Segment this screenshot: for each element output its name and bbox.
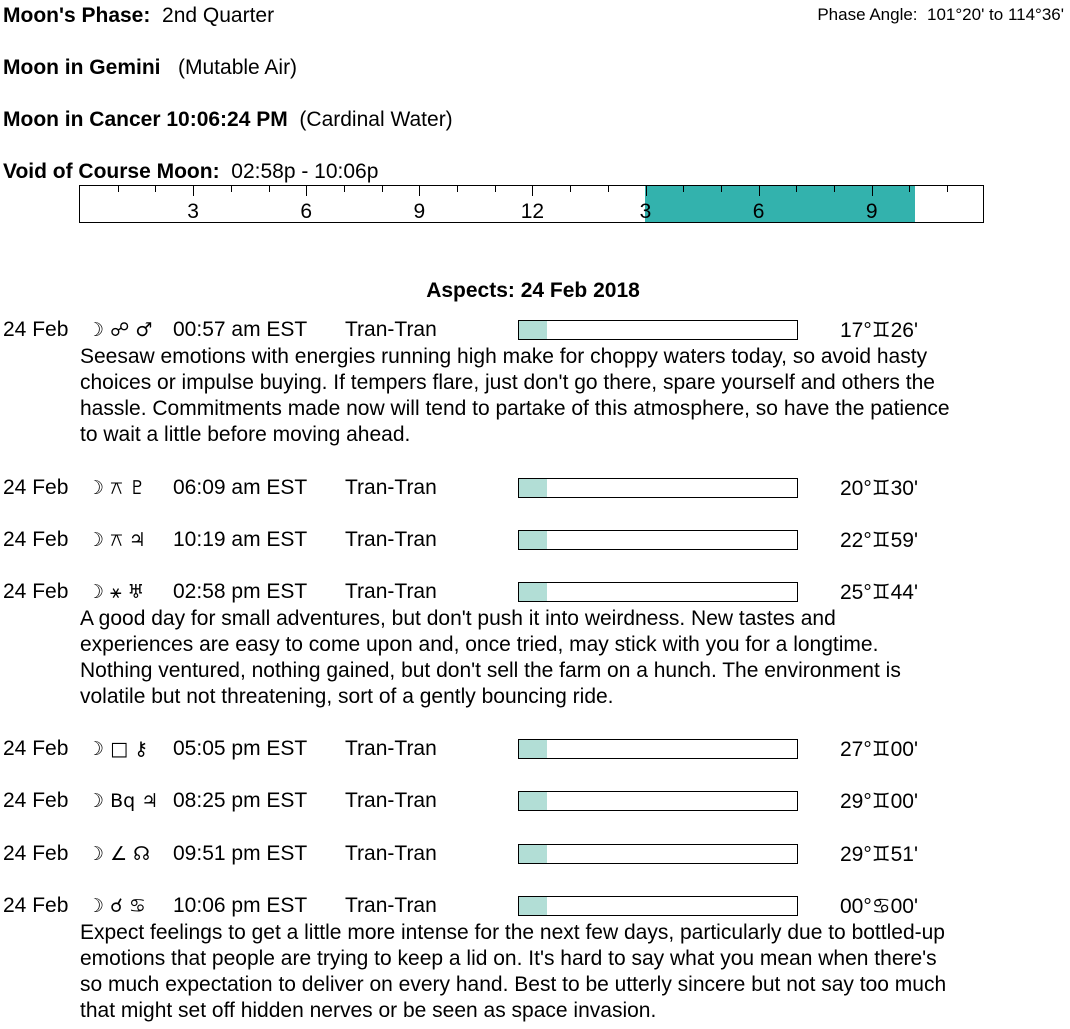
- timeline-tick: [344, 186, 345, 192]
- aspect-row: [0, 894, 1070, 920]
- timeline-label: 9: [413, 200, 426, 223]
- aspect-strength-fill: [519, 321, 547, 339]
- aspect-glyphs: ☽ ∠ ☊: [87, 843, 151, 865]
- timeline-label: 3: [187, 200, 199, 223]
- moon-phase-line: [3, 4, 274, 28]
- aspect-row: [0, 580, 1070, 606]
- aspect-description-line: experiences are easy to come upon and, once tried, may stick with you for a longtime.: [80, 633, 879, 656]
- timeline-tick: [457, 186, 458, 192]
- aspects-title: Aspects: 24 Feb 2018: [426, 279, 640, 302]
- aspect-description-line: so much expectation to deliver on every hand. Best to be utterly sincere but not say too much: [80, 973, 947, 996]
- aspect-position: 20°♊30': [840, 477, 918, 500]
- aspect-strength-bar: [518, 896, 798, 916]
- aspect-position: 29°♊00': [840, 790, 918, 813]
- aspect-strength-fill: [519, 740, 547, 758]
- aspect-glyphs: ☽ ⚻ ♇: [87, 477, 146, 499]
- aspect-type: Tran-Tran: [345, 476, 437, 499]
- aspect-row: [0, 318, 1070, 344]
- aspect-date: 24 Feb: [3, 528, 69, 551]
- aspect-strength-bar: [518, 530, 798, 550]
- aspect-description-line: choices or impulse buying. If tempers flare, just don't go there, spare yourself and others the: [80, 371, 935, 394]
- timeline-tick: [759, 186, 760, 196]
- aspect-strength-fill: [519, 583, 547, 601]
- aspect-strength-fill: [519, 792, 547, 810]
- aspect-time: 02:58 pm EST: [173, 580, 308, 603]
- aspect-description-line: hassle. Commitments made now will tend to partake of this atmosphere, so have the patience: [80, 397, 950, 420]
- aspect-description-line: Expect feelings to get a little more intense for the next few days, particularly due to bottled-up: [80, 921, 945, 944]
- aspect-type: Tran-Tran: [345, 528, 437, 551]
- aspect-description-line: emotions that people are trying to keep a lid on. It's hard to say what you mean when there's: [80, 947, 937, 970]
- aspect-time: 10:06 pm EST: [173, 894, 308, 917]
- timeline-tick: [231, 186, 232, 192]
- aspect-type: Tran-Tran: [345, 737, 437, 760]
- moon-sign-quality: (Mutable Air): [178, 56, 298, 79]
- void-of-course-line: [3, 160, 378, 184]
- timeline-tick: [608, 186, 609, 192]
- aspect-description-line: to wait a little before moving ahead.: [80, 423, 411, 446]
- aspect-time: 10:19 am EST: [173, 528, 308, 551]
- aspect-type: Tran-Tran: [345, 842, 437, 865]
- aspect-description: [80, 920, 1070, 1024]
- aspect-strength-fill: [519, 479, 547, 497]
- aspect-position: 25°♊44': [840, 581, 918, 604]
- timeline-tick: [872, 186, 873, 196]
- aspect-time: 00:57 am EST: [173, 318, 308, 341]
- aspect-type: Tran-Tran: [345, 318, 437, 341]
- timeline-tick: [646, 186, 647, 196]
- timeline-tick: [155, 186, 156, 192]
- timeline-tick: [495, 186, 496, 192]
- aspect-date: 24 Feb: [3, 476, 69, 499]
- timeline-tick: [909, 186, 910, 192]
- aspect-glyphs: ☽ ⚻ ♃: [87, 529, 146, 551]
- aspect-type: Tran-Tran: [345, 580, 437, 603]
- timeline-label: 6: [300, 200, 313, 223]
- aspect-description-line: volatile but not threatening, sort of a gently bouncing ride.: [80, 685, 614, 708]
- aspect-description-line: A good day for small adventures, but don't push it into weirdness. New tastes and: [80, 607, 836, 630]
- void-of-course-value: 02:58p - 10:06p: [231, 160, 379, 183]
- timeline-tick: [419, 186, 420, 196]
- aspect-glyphs: ☽ Bq ♃: [87, 790, 159, 812]
- aspect-date: 24 Feb: [3, 842, 69, 865]
- aspect-row: [0, 476, 1070, 502]
- timeline-tick: [796, 186, 797, 192]
- aspect-strength-bar: [518, 478, 798, 498]
- aspect-strength-bar: [518, 791, 798, 811]
- timeline-label: 3: [639, 200, 652, 223]
- aspect-strength-bar: [518, 582, 798, 602]
- timeline-tick: [193, 186, 194, 196]
- aspect-time: 05:05 pm EST: [173, 737, 308, 760]
- aspect-description: [80, 344, 1070, 448]
- timeline-tick: [306, 186, 307, 196]
- phase-angle-label: Phase Angle:: [817, 5, 918, 24]
- phase-angle-line: [817, 5, 1064, 25]
- aspect-strength-bar: [518, 739, 798, 759]
- aspect-date: 24 Feb: [3, 737, 69, 760]
- aspect-glyphs: ☽ ☍ ♂: [87, 319, 153, 341]
- aspect-date: 24 Feb: [3, 318, 69, 341]
- timeline-tick: [947, 186, 948, 192]
- aspect-type: Tran-Tran: [345, 894, 437, 917]
- timeline-tick: [834, 186, 835, 192]
- aspect-date: 24 Feb: [3, 789, 69, 812]
- aspect-description-line: Nothing ventured, nothing gained, but don't sell the farm on a hunch. The environment is: [80, 659, 901, 682]
- aspect-position: 22°♊59': [840, 529, 918, 552]
- timeline-tick: [382, 186, 383, 192]
- timeline-tick: [269, 186, 270, 192]
- timeline-tick: [683, 186, 684, 192]
- aspect-type: Tran-Tran: [345, 789, 437, 812]
- aspect-glyphs: ☽ □ ⚷: [87, 738, 148, 760]
- aspect-position: 00°♋00': [840, 895, 918, 918]
- aspect-row: [0, 528, 1070, 554]
- timeline-label: 9: [865, 200, 878, 223]
- aspect-strength-bar: [518, 844, 798, 864]
- aspect-glyphs: ☽ ⚹ ♅: [87, 581, 145, 603]
- void-of-course-timeline: [79, 185, 984, 223]
- aspect-position: 27°♊00': [840, 738, 918, 761]
- timeline-tick: [570, 186, 571, 192]
- timeline-label: 6: [752, 200, 765, 223]
- aspect-position: 29°♊51': [840, 843, 918, 866]
- aspect-position: 17°♊26': [840, 319, 918, 342]
- moon-sign-label: Moon in Gemini: [3, 56, 161, 79]
- timeline-tick: [118, 186, 119, 192]
- moon-ingress-line: [3, 108, 453, 132]
- aspect-row: [0, 842, 1070, 868]
- moon-sign-line: [3, 56, 297, 80]
- aspect-strength-fill: [519, 897, 547, 915]
- aspect-strength-bar: [518, 320, 798, 340]
- aspect-row: [0, 737, 1070, 763]
- aspect-time: 06:09 am EST: [173, 476, 308, 499]
- aspect-time: 09:51 pm EST: [173, 842, 308, 865]
- aspect-description: [80, 606, 1070, 710]
- moon-ingress-label: Moon in Cancer 10:06:24 PM: [3, 108, 288, 131]
- aspect-time: 08:25 pm EST: [173, 789, 308, 812]
- aspect-strength-fill: [519, 531, 547, 549]
- timeline-tick: [532, 186, 533, 196]
- moon-ingress-quality: (Cardinal Water): [299, 108, 453, 131]
- aspect-row: [0, 789, 1070, 815]
- timeline-label: 12: [520, 200, 545, 223]
- aspect-description-line: that might set off hidden nerves or be seen as space invasion.: [80, 999, 657, 1022]
- moon-phase-label: Moon's Phase:: [3, 4, 151, 27]
- void-of-course-label: Void of Course Moon:: [3, 160, 220, 183]
- moon-phase-value: 2nd Quarter: [162, 4, 275, 27]
- timeline-tick: [721, 186, 722, 192]
- aspect-description-line: Seesaw emotions with energies running high make for choppy waters today, so avoid hasty: [80, 345, 928, 368]
- phase-angle-value: 101°20' to 114°36': [927, 5, 1064, 24]
- aspect-date: 24 Feb: [3, 580, 69, 603]
- aspect-strength-fill: [519, 845, 547, 863]
- aspect-date: 24 Feb: [3, 894, 69, 917]
- aspect-glyphs: ☽ ☌ ♋: [87, 895, 146, 917]
